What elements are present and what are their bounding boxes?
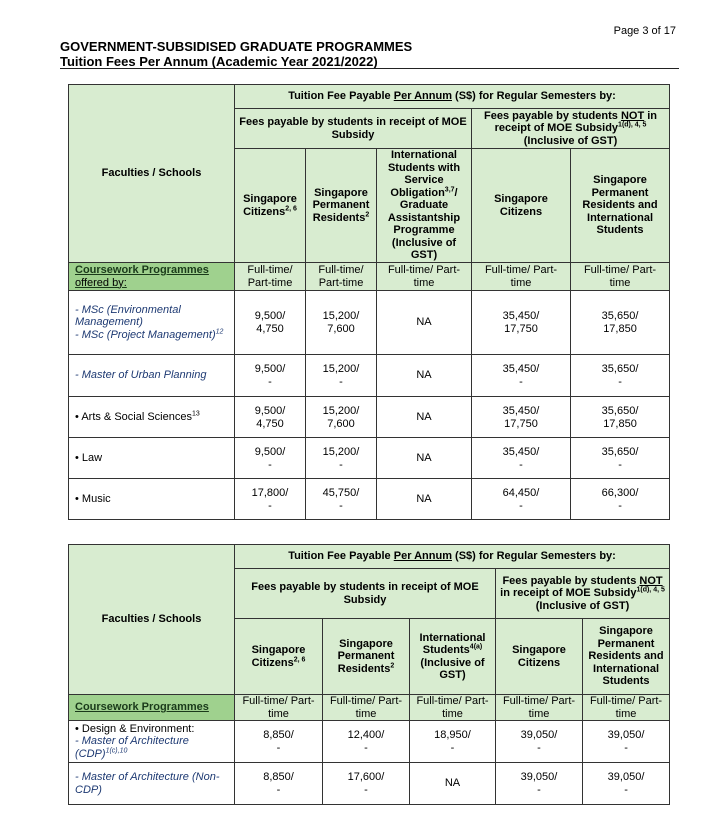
col-sc-header: Singapore Citizens$^{2, 6}$	[235, 149, 306, 263]
fee-cell: 66,300/ -	[571, 479, 670, 520]
title-line-2: Tuition Fees Per Annum (Academic Year 2021/2022)	[60, 54, 378, 69]
fee-cell: 9,500/ -	[235, 438, 306, 479]
fee-cell: 45,750/ -	[306, 479, 377, 520]
fee-cell: NA	[377, 397, 472, 438]
mode-cell: Full-time/ Part-time	[583, 695, 670, 721]
fee-table-2	[68, 544, 670, 805]
mode-cell: Full-time/ Part-time	[496, 695, 583, 721]
coursework-header: Coursework Programmes	[69, 695, 235, 721]
fee-cell: 9,500/ -	[235, 355, 306, 397]
fee-cell: NA	[377, 479, 472, 520]
fee-cell: NA	[377, 355, 472, 397]
fee-header: Tuition Fee Payable Per Annum (S$) for Regular Semesters by:	[235, 85, 670, 109]
coursework-header: Coursework Programmes offered by:	[69, 263, 235, 291]
fee-cell: 15,200/ 7,600	[306, 291, 377, 355]
page-title	[60, 39, 680, 69]
mode-cell: Full-time/ Part-time	[323, 695, 410, 721]
page-number: Page 3 of 17	[613, 25, 676, 37]
fee-cell: 15,200/ -	[306, 355, 377, 397]
col-spr-intl-nosub-header: Singapore Permanent Residents and International Students	[583, 619, 670, 695]
fee-cell: 35,650/ 17,850	[571, 397, 670, 438]
fee-cell: 39,050/ -	[496, 721, 583, 763]
faculties-header: Faculties / Schools	[69, 85, 235, 263]
fee-cell: 35,450/ -	[472, 355, 571, 397]
fee-cell: 9,500/ 4,750	[235, 291, 306, 355]
col-sc-nosub-header: Singapore Citizens	[472, 149, 571, 263]
subsidy-group-header: Fees payable by students in receipt of MOE Subsidy	[235, 569, 496, 619]
col-spr-intl-nosub-header: Singapore Permanent Residents and International Students	[571, 149, 670, 263]
title-rule	[60, 68, 679, 69]
faculty-name: • Arts & Social Sciences$^{13}$	[69, 397, 235, 438]
col-sc-header: Singapore Citizens$^{2, 6}$	[235, 619, 323, 695]
programme-name: - MSc (Environmental Management) - MSc (Project Management)$^{12}$	[69, 291, 235, 355]
fee-cell: 35,650/ -	[571, 438, 670, 479]
fee-cell: 12,400/ -	[323, 721, 410, 763]
fee-cell: 35,650/ 17,850	[571, 291, 670, 355]
mode-cell: Full-time/ Part-time	[410, 695, 496, 721]
fee-cell: 35,450/ 17,750	[472, 397, 571, 438]
title-line-1: GOVERNMENT-SUBSIDISED GRADUATE PROGRAMMES	[60, 39, 413, 54]
mode-cell: Full-time/ Part-time	[377, 263, 472, 291]
table-row	[69, 479, 670, 520]
fee-cell: 15,200/ -	[306, 438, 377, 479]
nosubsidy-group-header: Fees payable by students NOT in receipt of MOE Subsidy$^{1(d), 4, 5}$ (Inclusive of GST)	[472, 109, 670, 149]
col-intl-header: International Students with Service Obligation$^{3,7}$/ Graduate Assistantship Programme (Inclusive of GST)	[377, 149, 472, 263]
mode-cell: Full-time/ Part-time	[235, 695, 323, 721]
mode-cell: Full-time/ Part-time	[235, 263, 306, 291]
fee-cell: 35,650/ -	[571, 355, 670, 397]
table-row	[69, 355, 670, 397]
table-row	[69, 291, 670, 355]
table-row	[69, 438, 670, 479]
programme-name: - Master of Architecture (Non-CDP)	[69, 763, 235, 805]
fee-cell: NA	[377, 438, 472, 479]
faculty-name: • Music	[69, 479, 235, 520]
mode-cell: Full-time/ Part-time	[472, 263, 571, 291]
fee-cell: 8,850/ -	[235, 721, 323, 763]
faculties-header: Faculties / Schools	[69, 545, 235, 695]
programme-name: • Design & Environment: - Master of Architecture (CDP)$^{1(c),10}$	[69, 721, 235, 763]
fee-cell: 39,050/ -	[583, 763, 670, 805]
programme-name: - Master of Urban Planning	[69, 355, 235, 397]
fee-cell: 64,450/ -	[472, 479, 571, 520]
fee-cell: NA	[377, 291, 472, 355]
fee-cell: 35,450/ -	[472, 438, 571, 479]
fee-cell: 17,800/ -	[235, 479, 306, 520]
fee-cell: 39,050/ -	[583, 721, 670, 763]
fee-cell: 35,450/ 17,750	[472, 291, 571, 355]
nosubsidy-group-header: Fees payable by students NOT in receipt of MOE Subsidy$^{1(d), 4, 5}$ (Inclusive of GST)	[496, 569, 670, 619]
fee-table-1	[68, 84, 670, 520]
fee-cell: 9,500/ 4,750	[235, 397, 306, 438]
fee-cell: 17,600/ -	[323, 763, 410, 805]
col-sc-nosub-header: Singapore Citizens	[496, 619, 583, 695]
fee-cell: NA	[410, 763, 496, 805]
mode-cell: Full-time/ Part-time	[571, 263, 670, 291]
table-row	[69, 397, 670, 438]
faculty-name: • Law	[69, 438, 235, 479]
col-spr-header: Singapore Permanent Residents$^2$	[306, 149, 377, 263]
table-row	[69, 763, 670, 805]
fee-cell: 39,050/ -	[496, 763, 583, 805]
table-row	[69, 721, 670, 763]
fee-header: Tuition Fee Payable Per Annum (S$) for Regular Semesters by:	[235, 545, 670, 569]
fee-cell: 18,950/ -	[410, 721, 496, 763]
fee-cell: 8,850/ -	[235, 763, 323, 805]
fee-cell: 15,200/ 7,600	[306, 397, 377, 438]
col-intl-header: International Students$^{4(a)}$ (Inclusive of GST)	[410, 619, 496, 695]
subsidy-group-header: Fees payable by students in receipt of MOE Subsidy	[235, 109, 472, 149]
mode-cell: Full-time/ Part-time	[306, 263, 377, 291]
col-spr-header: Singapore Permanent Residents$^2$	[323, 619, 410, 695]
